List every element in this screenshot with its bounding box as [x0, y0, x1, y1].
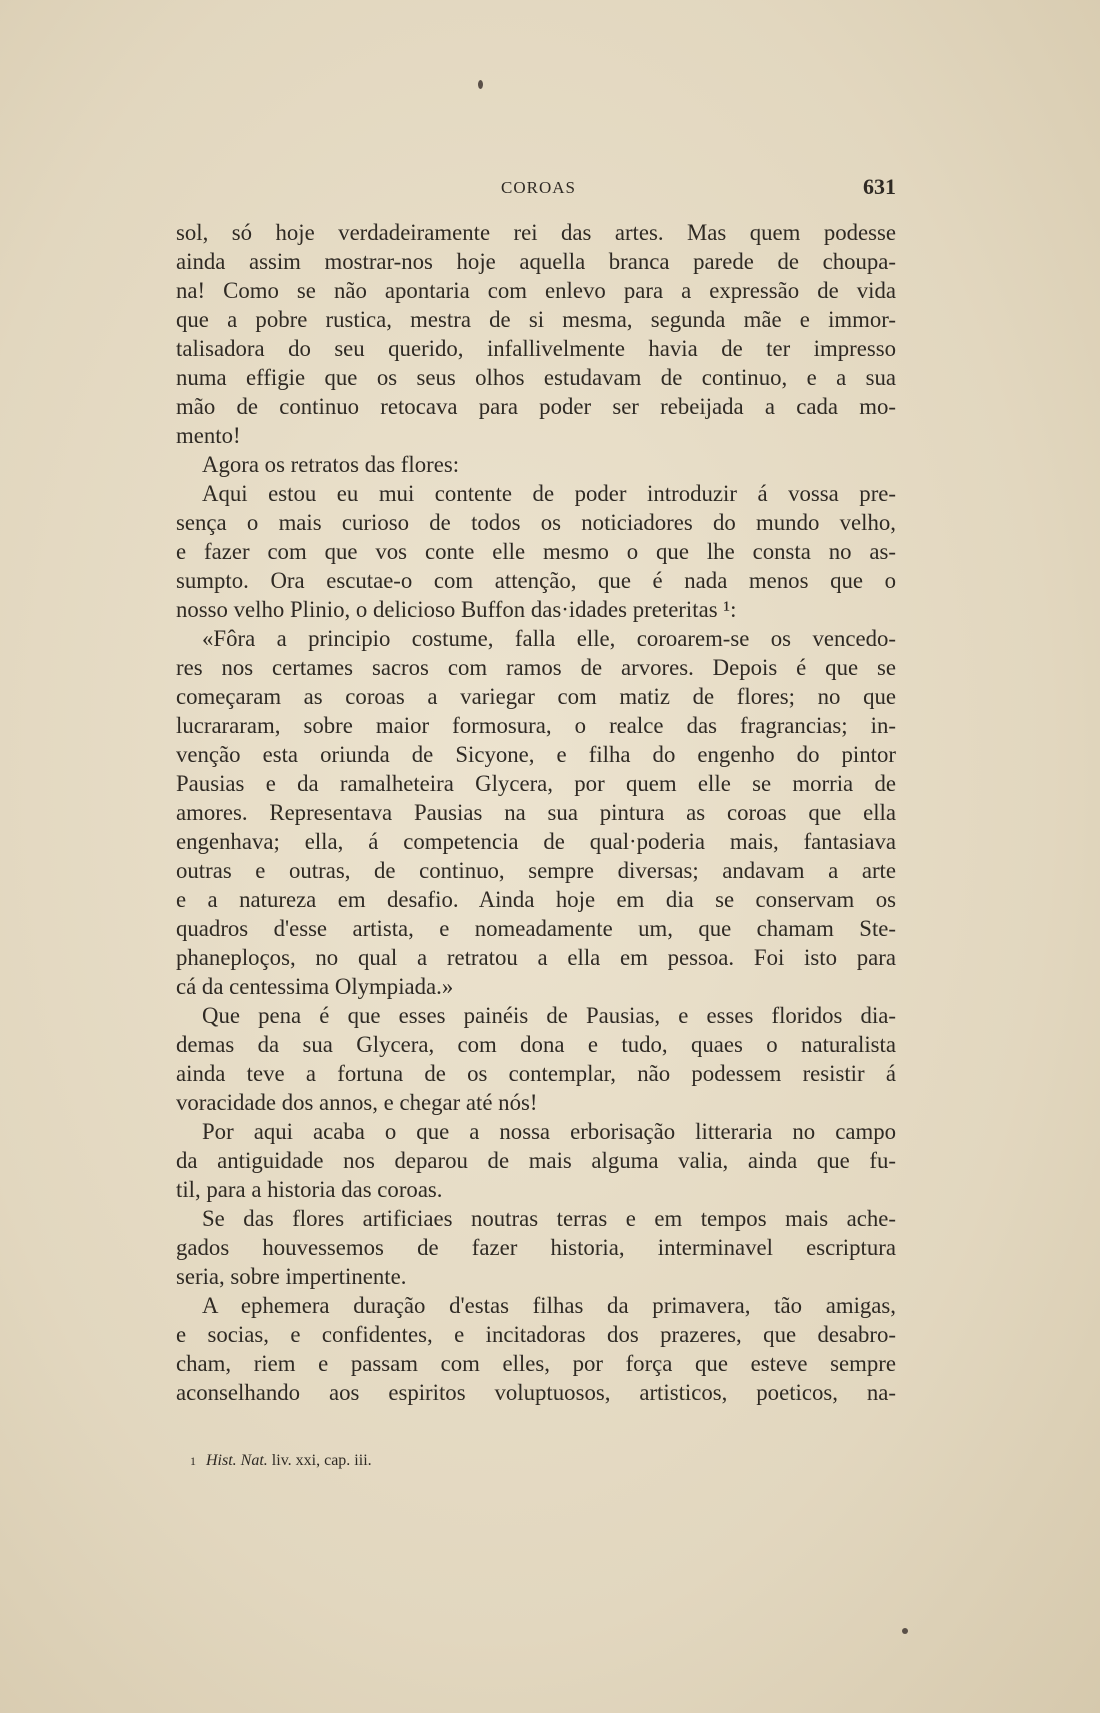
text-line: que a pobre rustica, mestra de si mesma, segunda mãe e immor-: [176, 307, 896, 332]
ink-speck: [902, 1628, 908, 1634]
text-line: numa effigie que os seus olhos estudavam de continuo, e a sua: [176, 365, 896, 390]
text-line: Pausias e da ramalheteira Glycera, por quem elle se morria de: [176, 771, 896, 796]
text-line: sença o mais curioso de todos os noticiadores do mundo velho,: [176, 510, 896, 535]
text-line: cham, riem e passam com elles, por força que esteve sempre: [176, 1351, 896, 1376]
text-line: cá da centessima Olympiada.»: [176, 974, 454, 999]
text-line: til, para a historia das coroas.: [176, 1177, 443, 1202]
text-line: e fazer com que vos conte elle mesmo o que lhe consta no as-: [176, 539, 896, 564]
text-line: Agora os retratos das flores:: [202, 452, 460, 477]
text-line: res nos certames sacros com ramos de arvores. Depois é que se: [176, 655, 896, 680]
text-line: e socias, e confidentes, e incitadoras dos prazeres, que desabro-: [176, 1322, 896, 1347]
text-line: ainda teve a fortuna de os contemplar, não podessem resistir á: [176, 1061, 896, 1086]
footnote: [190, 1452, 690, 1470]
text-line: aconselhando aos espiritos voluptuosos, artisticos, poeticos, na-: [176, 1380, 896, 1405]
text-line: demas da sua Glycera, com dona e tudo, quaes o naturalista: [176, 1032, 896, 1057]
text-line: lucrararam, sobre maior formosura, o realce das fragrancias; in-: [176, 713, 896, 738]
text-line: A ephemera duração d'estas filhas da primavera, tão amigas,: [202, 1293, 896, 1318]
text-line: quadros d'esse artista, e nomeadamente um, que chamam Ste-: [176, 916, 896, 941]
text-line: na! Como se não apontaria com enlevo para a expressão de vida: [176, 278, 896, 303]
text-line: ainda assim mostrar-nos hoje aquella branca parede de choupa-: [176, 249, 896, 274]
text-line: nosso velho Plinio, o delicioso Buffon das·idades preteritas ¹:: [176, 597, 737, 622]
ink-speck: [478, 80, 483, 89]
text-line: começaram as coroas a variegar com matiz de flores; no que: [176, 684, 896, 709]
text-line: e a natureza em desafio. Ainda hoje em dia se conservam os: [176, 887, 896, 912]
text-line: mento!: [176, 423, 241, 448]
text-line: voracidade dos annos, e chegar até nós!: [176, 1090, 538, 1115]
text-line: talisadora do seu querido, infallivelmente havia de ter impresso: [176, 336, 896, 361]
text-line: da antiguidade nos deparou de mais alguma valia, ainda que fu-: [176, 1148, 896, 1173]
footnote-title: Hist. Nat.: [206, 1452, 268, 1469]
text-line: mão de continuo retocava para poder ser rebeijada a cada mo-: [176, 394, 896, 419]
footnote-reference: liv. xxi, cap. iii.: [271, 1452, 372, 1469]
text-line: gados houvessemos de fazer historia, interminavel escriptura: [176, 1235, 896, 1260]
text-line: venção esta oriunda de Sicyone, e filha do engenho do pintor: [176, 742, 896, 767]
text-line: seria, sobre impertinente.: [176, 1264, 407, 1289]
text-line: outras e outras, de continuo, sempre diversas; andavam a arte: [176, 858, 896, 883]
text-line: sumpto. Ora escutae-o com attenção, que é nada menos que o: [176, 568, 896, 593]
text-line: sol, só hoje verdadeiramente rei das artes. Mas quem podesse: [176, 220, 896, 245]
running-header: [176, 174, 896, 204]
running-title: COROAS: [501, 178, 576, 197]
text-line: «Fôra a principio costume, falla elle, coroarem-se os vencedo-: [202, 626, 896, 651]
footnote-mark: 1: [190, 1454, 196, 1468]
text-line: Se das flores artificiaes noutras terras e em tempos mais ache-: [202, 1206, 896, 1231]
body-text: [176, 218, 896, 1407]
text-line: phaneploços, no qual a retratou a ella em pessoa. Foi isto para: [176, 945, 896, 970]
text-line: Aqui estou eu mui contente de poder introduzir á vossa pre-: [202, 481, 896, 506]
text-line: Que pena é que esses painéis de Pausias, e esses floridos dia-: [202, 1003, 896, 1028]
text-line: Por aqui acaba o que a nossa erborisação litteraria no campo: [202, 1119, 896, 1144]
text-line: engenhava; ella, á competencia de qual·poderia mais, fantasiava: [176, 829, 896, 854]
page-number: 631: [863, 174, 896, 199]
text-line: amores. Representava Pausias na sua pintura as coroas que ella: [176, 800, 896, 825]
